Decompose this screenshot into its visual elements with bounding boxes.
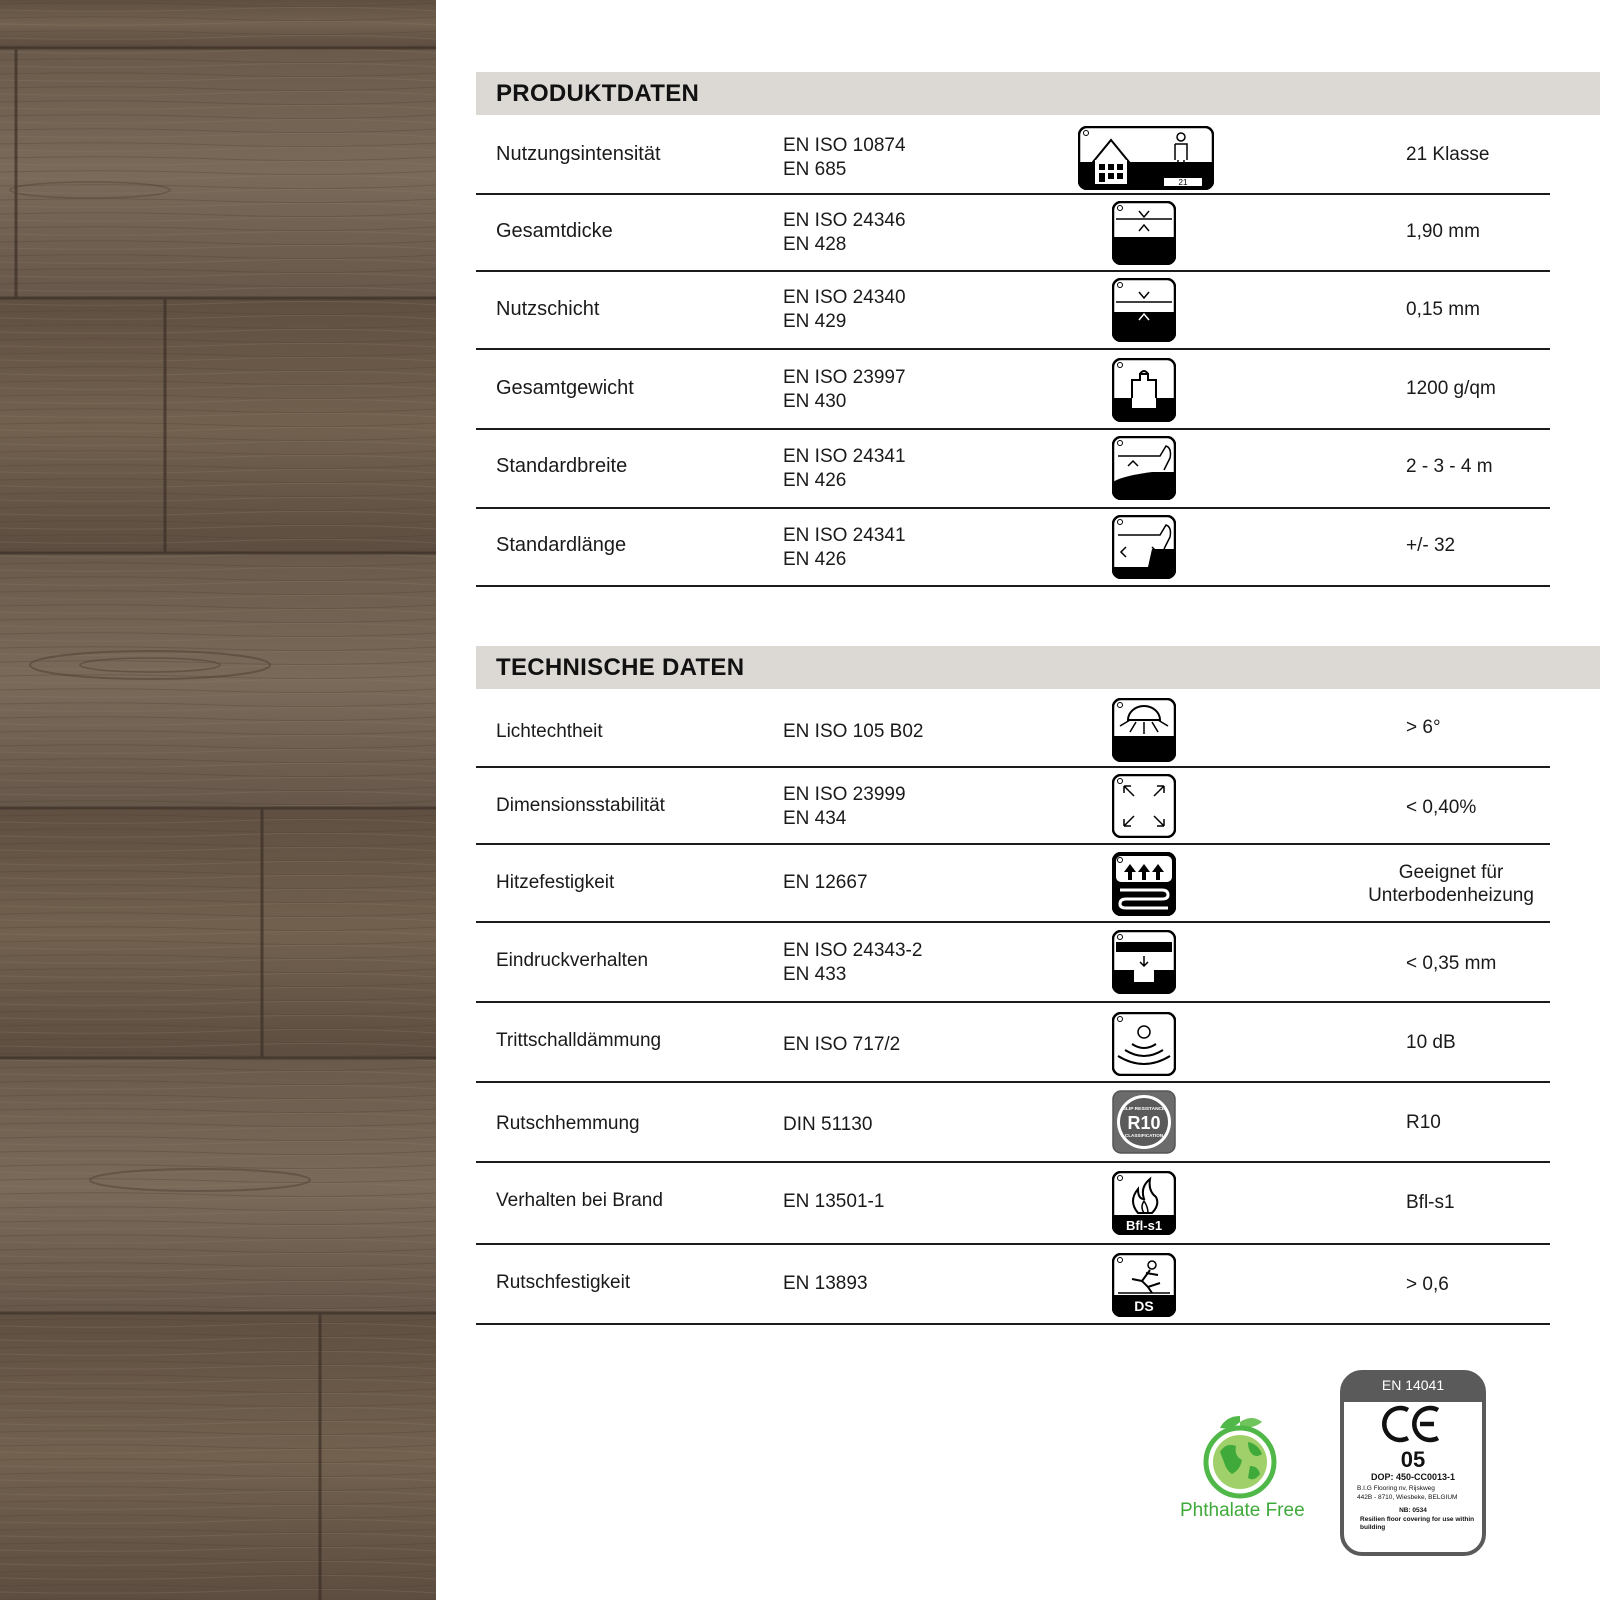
standard-line-1: DIN 51130 (783, 1114, 873, 1135)
section-title: TECHNISCHE DATEN (496, 654, 745, 681)
indentation-icon (1112, 930, 1176, 994)
roll-width-icon (1112, 436, 1176, 500)
dimensional-stability-icon (1112, 774, 1176, 838)
table-row (476, 690, 1550, 768)
value-line-2: Unterbodenheizung (1368, 885, 1534, 906)
impact-sound-icon (1112, 1012, 1176, 1076)
row-standard (783, 1033, 900, 1057)
ce-mark-icon (1380, 1404, 1446, 1444)
standard-line-1: EN ISO 24341 (783, 525, 906, 546)
icon-r10-top: SLIP RESISTANCE (1122, 1107, 1166, 1112)
row-label: Trittschalldämmung (496, 1030, 662, 1051)
row-standard (783, 1272, 868, 1296)
row-label: Hitzefestigkeit (496, 872, 615, 893)
row-label: Standardlänge (496, 534, 627, 556)
row-value: 0,15 mm (1406, 299, 1480, 320)
table-row (476, 768, 1550, 845)
ce-nb: NB: 0534 (1399, 1507, 1427, 1514)
table-row (476, 923, 1550, 1003)
standard-line-2: EN 433 (783, 964, 847, 985)
row-standard (783, 783, 906, 831)
ce-norm-label: EN 14041 (1381, 1377, 1445, 1393)
table-row (476, 1245, 1550, 1325)
row-value: 21 Klasse (1406, 144, 1490, 165)
row-value (1336, 861, 1566, 907)
standard-line-1: EN ISO 10874 (783, 135, 906, 156)
value-line-1: Geeignet für (1398, 862, 1504, 883)
row-standard (783, 445, 906, 493)
row-label: Eindruckverhalten (496, 950, 649, 971)
table-row (476, 509, 1550, 587)
row-label: Verhalten bei Brand (496, 1190, 663, 1211)
row-label: Rutschfestigkeit (496, 1272, 631, 1293)
row-label: Gesamtgewicht (496, 377, 634, 399)
row-label: Dimensionsstabilität (496, 795, 665, 816)
table-row (476, 1163, 1550, 1245)
ce-address-1: B.I.G Flooring nv, Rijskweg (1357, 1485, 1435, 1492)
row-standard (783, 134, 906, 182)
row-value: R10 (1406, 1112, 1441, 1133)
standard-line-2: EN 426 (783, 549, 847, 570)
row-label: Gesamtdicke (496, 220, 613, 242)
row-value: +/- 32 (1406, 535, 1456, 556)
standard-line-1: EN ISO 23999 (783, 784, 906, 805)
table-row (476, 350, 1550, 430)
icon-fire-label: Bfl-s1 (1125, 1218, 1163, 1233)
row-value: > 0,6 (1406, 1274, 1449, 1295)
row-standard (783, 939, 922, 987)
row-value: < 0,35 mm (1406, 953, 1497, 974)
fire-behaviour-icon (1112, 1171, 1176, 1235)
table-row (476, 272, 1550, 350)
row-label: Nutzungsintensität (496, 143, 661, 165)
row-value: 2 - 3 - 4 m (1406, 456, 1493, 477)
section-header-technische-daten (476, 646, 1600, 689)
ce-description: Resilien floor covering for use within building (1360, 1516, 1475, 1531)
total-thickness-icon (1112, 201, 1176, 265)
row-value: < 0,40% (1406, 797, 1477, 818)
row-value: > 6° (1406, 717, 1441, 738)
row-standard (783, 524, 906, 572)
icon-class-number: 21 (1178, 178, 1188, 187)
standard-line-1: EN 13501-1 (783, 1191, 885, 1212)
standard-line-1: EN ISO 24343-2 (783, 940, 923, 961)
row-standard (783, 286, 906, 334)
standard-line-2: EN 428 (783, 234, 847, 255)
row-standard (783, 871, 868, 895)
standard-line-2: EN 426 (783, 470, 847, 491)
standard-line-1: EN 13893 (783, 1273, 868, 1294)
sun-lightfastness-icon (1112, 698, 1176, 762)
wood-floor-texture-image (0, 0, 436, 1600)
section-header-produktdaten (476, 72, 1600, 115)
standard-line-1: EN ISO 24340 (783, 287, 906, 308)
icon-ds-label: DS (1134, 1298, 1154, 1314)
row-value: 1200 g/qm (1406, 378, 1496, 399)
row-standard (783, 366, 906, 414)
underfloor-heating-icon (1112, 852, 1176, 916)
standard-line-1: EN ISO 23997 (783, 367, 906, 388)
section-title: PRODUKTDATEN (496, 80, 700, 107)
table-row (476, 430, 1550, 509)
standard-line-1: EN ISO 717/2 (783, 1034, 901, 1055)
roll-length-icon (1112, 515, 1176, 579)
row-label: Lichtechtheit (496, 721, 603, 742)
table-row (476, 1003, 1550, 1083)
row-standard (783, 720, 923, 744)
standard-line-1: EN ISO 105 B02 (783, 721, 924, 742)
wear-layer-icon (1112, 278, 1176, 342)
standard-line-2: EN 685 (783, 159, 847, 180)
table-row (476, 116, 1550, 195)
row-standard (783, 1113, 872, 1137)
row-label: Standardbreite (496, 455, 628, 477)
ce-dop: DOP: 450-CC0013-1 (1370, 1472, 1456, 1482)
standard-line-1: EN 12667 (783, 872, 868, 893)
weight-icon (1112, 358, 1176, 422)
row-value: 1,90 mm (1406, 221, 1480, 242)
standard-line-1: EN ISO 24346 (783, 210, 906, 231)
table-row (476, 195, 1550, 272)
ce-year: 05 (1400, 1447, 1426, 1472)
table-row (476, 845, 1550, 923)
icon-r10-main: R10 (1127, 1113, 1161, 1133)
table-row (476, 1083, 1550, 1163)
standard-line-2: EN 429 (783, 311, 847, 332)
row-value: Bfl-s1 (1406, 1192, 1455, 1213)
phthalate-free-label: Phthalate Free (1180, 1500, 1305, 1521)
slip-resistance-r10-icon (1112, 1090, 1176, 1154)
standard-line-1: EN ISO 24341 (783, 446, 906, 467)
row-standard (783, 1190, 884, 1214)
usage-class-21-icon (1078, 126, 1214, 190)
phthalate-free-globe-icon (1196, 1412, 1284, 1500)
row-value: 10 dB (1406, 1032, 1456, 1053)
standard-line-2: EN 434 (783, 808, 847, 829)
row-label: Nutzschicht (496, 298, 600, 320)
icon-r10-bottom: CLASSIFICATION (1124, 1133, 1164, 1138)
ce-address-2: 442B - 8710, Wiesbeke, BELGIUM (1357, 1494, 1458, 1501)
row-standard (783, 209, 906, 257)
standard-line-2: EN 430 (783, 391, 847, 412)
slip-ds-icon (1112, 1253, 1176, 1317)
row-label: Rutschhemmung (496, 1113, 640, 1134)
